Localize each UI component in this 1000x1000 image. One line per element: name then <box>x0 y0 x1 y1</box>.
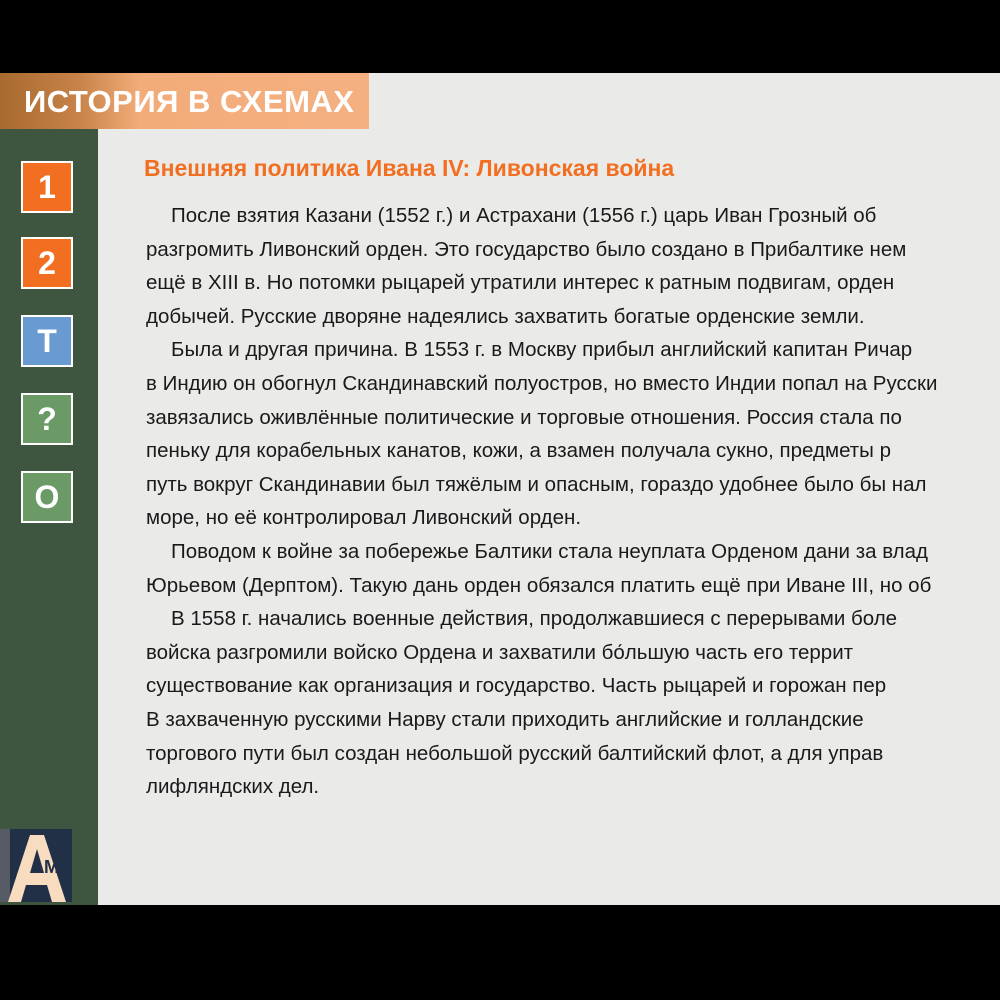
nav-button-1[interactable]: 1 <box>21 161 73 213</box>
text-line: Была и другая причина. В 1553 г. в Москву прибыл английский капитан Ричар <box>171 338 913 362</box>
text-line: в Индию он обогнул Скандинавский полуостров, но вместо Индии попал на Русски <box>146 371 938 395</box>
section-title: Внешняя политика Ивана IV: Ливонская война <box>144 155 675 181</box>
slide-frame <box>0 73 1000 905</box>
text-line: пеньку для корабельных канатов, кожи, а взамен получала сукно, предметы р <box>146 439 892 463</box>
nav-button-answers[interactable]: О <box>21 471 73 523</box>
logo-icon <box>0 829 72 902</box>
text-line: торгового пути был создан небольшой русский балтийский флот, а для управ <box>146 741 884 765</box>
text-line: ещё в XIII в. Но потомки рыцарей утратили интерес к ратным подвигам, орден <box>146 271 895 295</box>
nav-button-test[interactable]: Т <box>21 315 73 367</box>
text-line: завязались оживлённые политические и торговые отношения. Россия стала по <box>146 405 902 429</box>
text-line: После взятия Казани (1552 г.) и Астрахани (1556 г.) царь Иван Грозный об <box>171 204 877 227</box>
body-text <box>146 199 1000 804</box>
nav-button-questions[interactable]: ? <box>21 393 73 445</box>
publisher-logo <box>0 829 72 902</box>
header-title: ИСТОРИЯ В СХЕМАХ <box>24 84 355 119</box>
text-line: Юрьевом (Дерптом). Такую дань орден обязался платить ещё при Иване III, но об <box>146 573 932 597</box>
svg-text:M: M <box>44 857 59 877</box>
text-line: добычей. Русские дворяне надеялись захватить богатые орденские земли. <box>146 304 865 328</box>
content-panel <box>98 73 1000 905</box>
text-line: войска разгромили войско Ордена и захватили бо́льшую часть его террит <box>146 640 854 664</box>
text-line: путь вокруг Скандинавии был тяжёлым и опасным, гораздо удобнее было бы нал <box>146 472 927 496</box>
text-line: Поводом к войне за побережье Балтики стала неуплата Орденом дани за влад <box>171 539 928 563</box>
text-line: лифляндских дел. <box>146 775 320 799</box>
header-banner <box>0 73 369 129</box>
text-line: В 1558 г. начались военные действия, продолжавшиеся с перерывами боле <box>171 607 898 631</box>
nav-button-2[interactable]: 2 <box>21 237 73 289</box>
text-line: разгромить Ливонский орден. Это государство было создано в Прибалтике нем <box>146 237 907 261</box>
text-line: существование как организация и государство. Часть рыцарей и горожан пер <box>146 674 887 698</box>
text-line: море, но её контролировал Ливонский орден. <box>146 506 582 530</box>
text-line: В захваченную русскими Нарву стали приходить английские и голландские <box>146 707 864 731</box>
